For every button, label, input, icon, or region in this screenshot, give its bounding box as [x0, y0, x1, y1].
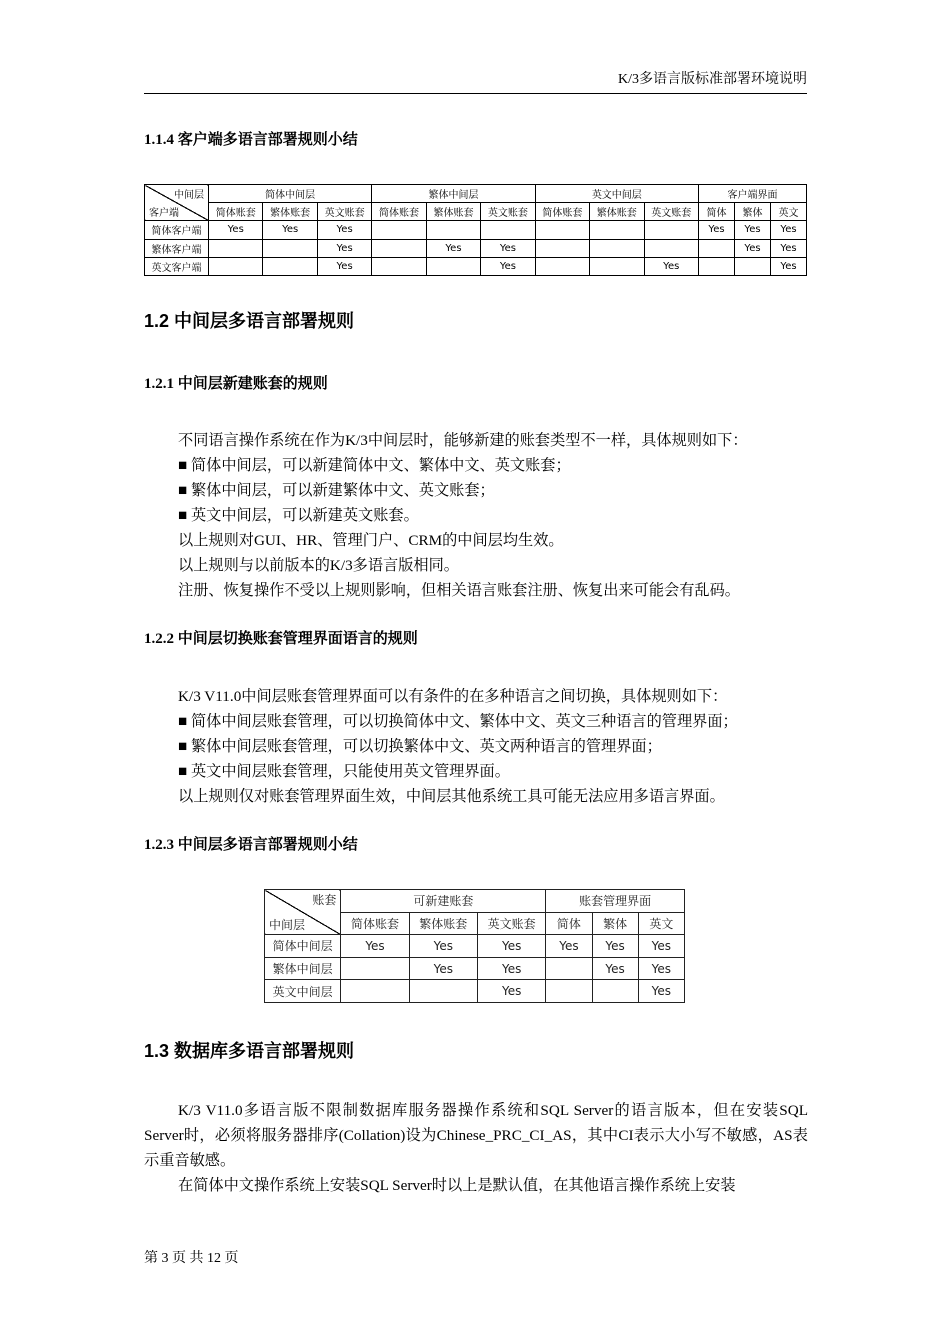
row-label: 英文中间层 [265, 980, 341, 1003]
table-row [265, 935, 685, 958]
table-cell [481, 221, 535, 239]
table-cell [426, 221, 480, 239]
paragraph: K/3 V11.0多语言版不限制数据库服务器操作系统和SQL Server的语言版本，但在安装SQL Server时，必须将服务器排序(Collation)设为Chinese_PRC_CI_AS，其中CI表示大小写不敏感，AS表示重音敏感。 [144, 1102, 808, 1169]
sub-header: 繁体账套 [426, 203, 480, 221]
row-label: 英文客户端 [145, 257, 209, 275]
sub-header: 简体账套 [535, 203, 589, 221]
group-header: 英文中间层 [535, 185, 698, 203]
table-cell [535, 257, 589, 275]
table-cell [209, 257, 263, 275]
table-corner [265, 890, 341, 935]
paragraph-line: 以上规则仅对账套管理界面生效，中间层其他系统工具可能无法应用多语言界面。 [178, 788, 725, 805]
table-cell: Yes [644, 257, 699, 275]
table-cell [535, 239, 589, 257]
table-cell: Yes [481, 257, 535, 275]
client-rules-table [144, 184, 807, 276]
table-cell: Yes [477, 935, 545, 958]
paragraph: 在简体中文操作系统上安装SQL Server时以上是默认值，在其他语言操作系统上安装 [178, 1177, 736, 1194]
table-cell: Yes [592, 957, 638, 980]
table-cell: Yes [426, 239, 480, 257]
table-cell [209, 239, 263, 257]
bullet-item: ■ 简体中间层账套管理，可以切换简体中文、繁体中文、英文三种语言的管理界面； [178, 713, 738, 730]
table-cell [372, 257, 426, 275]
table-cell [263, 257, 317, 275]
group-header: 简体中间层 [209, 185, 372, 203]
sub-header: 英文账套 [317, 203, 371, 221]
corner-bottom-label: 客户端 [149, 208, 179, 220]
section-1-2-1-body [144, 428, 808, 603]
corner-bottom-label: 中间层 [269, 918, 306, 933]
sub-header: 英文账套 [477, 912, 545, 935]
paragraph-line: 以上规则与以前版本的K/3多语言版相同。 [178, 557, 459, 574]
sub-header: 繁体账套 [263, 203, 317, 221]
table-cell: Yes [735, 239, 771, 257]
paragraph-line: K/3 V11.0中间层账套管理界面可以有条件的在多种语言之间切换，具体规则如下： [178, 688, 728, 705]
group-header: 繁体中间层 [372, 185, 535, 203]
sub-header: 英文 [771, 203, 807, 221]
table-cell [426, 257, 480, 275]
sub-header: 英文账套 [481, 203, 535, 221]
section-1-1-4-heading: 1.1.4 客户端多语言部署规则小结 [144, 132, 358, 148]
row-label: 繁体客户端 [145, 239, 209, 257]
table-cell [644, 221, 699, 239]
section-1-2-heading: 1.2 中间层多语言部署规则 [144, 311, 355, 331]
table-cell [644, 239, 699, 257]
sub-header: 简体 [546, 912, 592, 935]
table-cell [341, 957, 409, 980]
section-1-2-2-body [144, 684, 808, 809]
table-cell: Yes [771, 239, 807, 257]
paragraph-line: 以上规则对GUI、HR、管理门户、CRM的中间层均生效。 [178, 532, 564, 549]
table-corner [145, 185, 209, 221]
table-row [145, 221, 807, 239]
sub-header: 英文 [638, 912, 684, 935]
table-cell [372, 239, 426, 257]
row-label: 简体中间层 [265, 935, 341, 958]
page-footer: 第 3 页 共 12 页 [144, 1251, 239, 1266]
table-cell [590, 257, 644, 275]
group-header: 客户端界面 [699, 185, 807, 203]
paragraph-line: 不同语言操作系统在作为K/3中间层时，能够新建的账套类型不一样，具体规则如下： [178, 432, 748, 449]
group-header: 可新建账套 [341, 890, 546, 913]
table-row [265, 980, 685, 1003]
section-1-2-1-heading: 1.2.1 中间层新建账套的规则 [144, 376, 328, 392]
paragraph-line: 注册、恢复操作不受以上规则影响，但相关语言账套注册、恢复出来可能会有乱码。 [178, 582, 740, 599]
sub-header: 繁体账套 [590, 203, 644, 221]
table-row [145, 257, 807, 275]
table-cell [699, 257, 735, 275]
page-header: K/3多语言版标准部署环境说明 [144, 68, 807, 94]
sub-header: 繁体 [592, 912, 638, 935]
table-cell: Yes [477, 980, 545, 1003]
table-cell: Yes [638, 935, 684, 958]
table-cell: Yes [481, 239, 535, 257]
table-cell: Yes [771, 257, 807, 275]
row-label: 简体客户端 [145, 221, 209, 239]
sub-header: 简体账套 [372, 203, 426, 221]
table-row [145, 239, 807, 257]
row-label: 繁体中间层 [265, 957, 341, 980]
bullet-item: ■ 英文中间层账套管理，只能使用英文管理界面。 [178, 763, 510, 780]
section-1-2-3-heading: 1.2.3 中间层多语言部署规则小结 [144, 837, 358, 853]
table-cell [590, 221, 644, 239]
table-cell: Yes [638, 957, 684, 980]
group-header: 账套管理界面 [546, 890, 685, 913]
table-cell: Yes [317, 257, 371, 275]
sub-header: 简体账套 [209, 203, 263, 221]
table-cell [409, 980, 477, 1003]
table-cell: Yes [409, 935, 477, 958]
table-cell: Yes [735, 221, 771, 239]
section-1-3-body [144, 1098, 808, 1198]
middle-tier-rules-table [264, 889, 685, 1003]
table-row [265, 957, 685, 980]
corner-top-label: 中间层 [174, 190, 204, 201]
corner-top-label: 账套 [312, 893, 337, 907]
table-cell: Yes [546, 935, 592, 958]
sub-header: 简体账套 [341, 912, 409, 935]
table-cell: Yes [317, 239, 371, 257]
table-cell [546, 957, 592, 980]
sub-header: 繁体账套 [409, 912, 477, 935]
table-cell: Yes [477, 957, 545, 980]
bullet-item: ■ 简体中间层，可以新建简体中文、繁体中文、英文账套； [178, 457, 571, 474]
table-cell [535, 221, 589, 239]
section-1-3-heading: 1.3 数据库多语言部署规则 [144, 1041, 355, 1061]
sub-header: 英文账套 [644, 203, 699, 221]
bullet-item: ■ 繁体中间层，可以新建繁体中文、英文账套； [178, 482, 495, 499]
table-cell: Yes [409, 957, 477, 980]
table-cell: Yes [699, 221, 735, 239]
sub-header: 简体 [699, 203, 735, 221]
table-cell: Yes [638, 980, 684, 1003]
bullet-item: ■ 英文中间层，可以新建英文账套。 [178, 507, 419, 524]
table-cell [546, 980, 592, 1003]
sub-header: 繁体 [735, 203, 771, 221]
bullet-item: ■ 繁体中间层账套管理，可以切换繁体中文、英文两种语言的管理界面； [178, 738, 662, 755]
table-cell [372, 221, 426, 239]
table-cell [592, 980, 638, 1003]
section-1-2-2-heading: 1.2.2 中间层切换账套管理界面语言的规则 [144, 631, 418, 647]
table-cell [735, 257, 771, 275]
table-cell [590, 239, 644, 257]
table-cell: Yes [317, 221, 371, 239]
table-cell: Yes [771, 221, 807, 239]
table-cell: Yes [209, 221, 263, 239]
table-cell [341, 980, 409, 1003]
table-cell [263, 239, 317, 257]
table-cell: Yes [263, 221, 317, 239]
table-cell: Yes [592, 935, 638, 958]
table-cell [699, 239, 735, 257]
table-cell: Yes [341, 935, 409, 958]
